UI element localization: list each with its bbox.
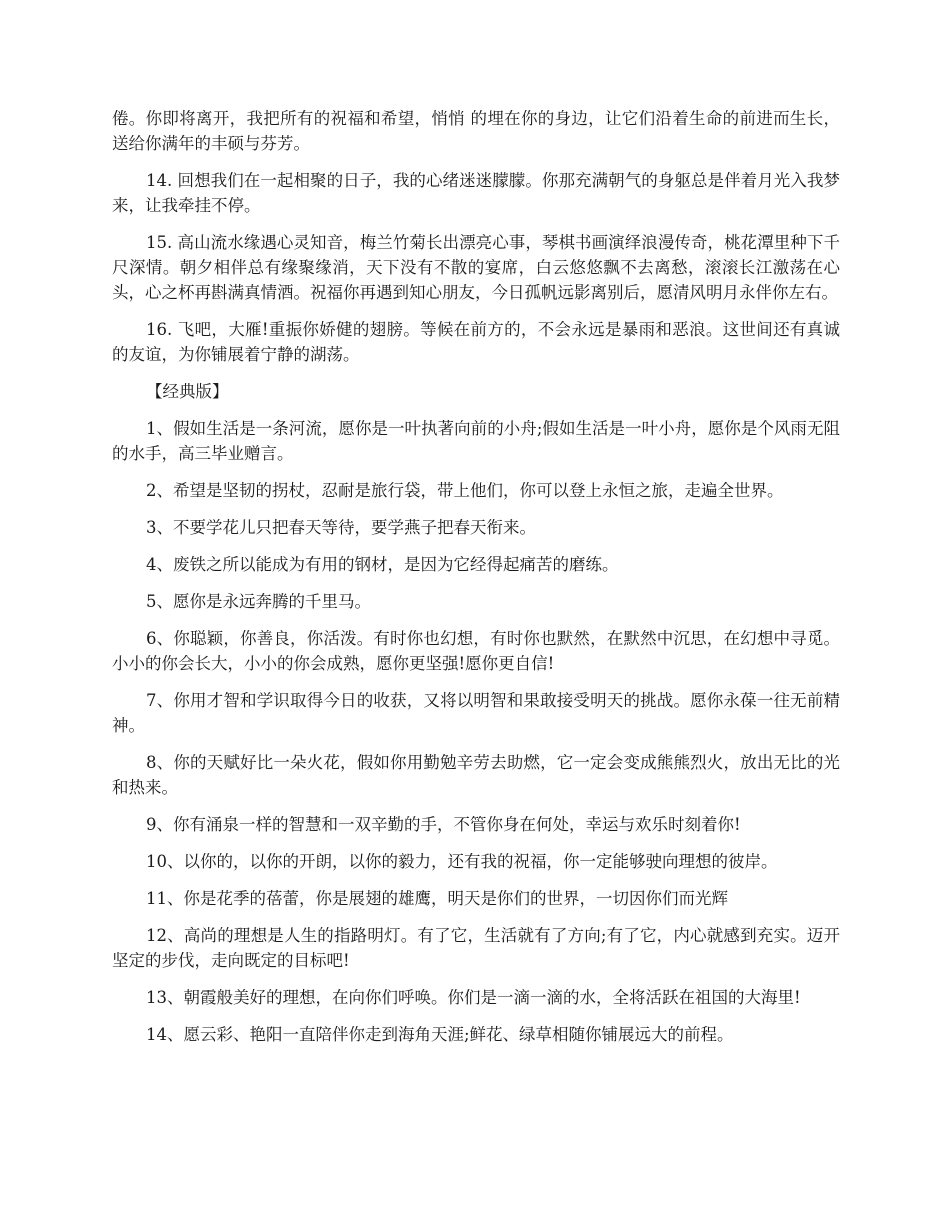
paragraph-continuation: 倦。你即将离开，我把所有的祝福和希望，悄悄 的埋在你的身边，让它们沿着生命的前进而生长，送给你满年的丰硕与芬芳。: [112, 109, 840, 153]
classic-item-8: 8、你的天赋好比一朵火花，假如你用勤勉辛劳去助燃，它一定会变成熊熊烈火，放出无比的光和热来。: [112, 753, 840, 797]
paragraph-15: 15. 高山流水缘遇心灵知音，梅兰竹菊长出漂亮心事，琴棋书画演绎浪漫传奇，桃花潭里种下千尺深情。朝夕相伴总有缘聚缘消，天下没有不散的宴席，白云悠悠飘不去离愁，滚滚长江激荡在心头，心之杯再斟满真情酒。祝福你再遇到知心朋友，今日孤帆远影离别后，愿清风明月永伴你左右。: [112, 233, 840, 302]
section-heading-classic: 【经典版】: [146, 382, 229, 401]
classic-item-7: 7、你用才智和学识取得今日的收获，又将以明智和果敢接受明天的挑战。愿你永葆一往无前精神。: [112, 691, 840, 735]
classic-item-13: 13、朝霞般美好的理想，在向你们呼唤。你们是一滴一滴的水，全将活跃在祖国的大海里!: [146, 988, 801, 1007]
classic-item-4: 4、废铁之所以能成为有用的钢材，是因为它经得起痛苦的磨练。: [146, 555, 619, 574]
paragraph-16: 16. 飞吧，大雁!重振你娇健的翅膀。等候在前方的，不会永远是暴雨和恶浪。这世间还有真诚的友谊，为你铺展着宁静的湖荡。: [112, 320, 840, 364]
classic-item-1: 1、假如生活是一条河流，愿你是一叶执著向前的小舟;假如生活是一叶小舟，愿你是个风雨无阻的水手，高三毕业赠言。: [112, 419, 840, 463]
classic-item-14: 14、愿云彩、艳阳一直陪伴你走到海角天涯;鲜花、绿草相随你铺展远大的前程。: [146, 1025, 734, 1044]
classic-item-6: 6、你聪颖，你善良，你活泼。有时你也幻想，有时你也默然，在默然中沉思，在幻想中寻觅。小小的你会长大，小小的你会成熟，愿你更坚强!愿你更自信!: [112, 629, 840, 673]
paragraph-14: 14. 回想我们在一起相聚的日子，我的心绪迷迷朦朦。你那充满朝气的身躯总是伴着月光入我梦来，让我牵挂不停。: [112, 171, 840, 215]
classic-item-12: 12、高尚的理想是人生的指路明灯。有了它，生活就有了方向;有了它，内心就感到充实。迈开坚定的步伐，走向既定的目标吧!: [112, 926, 840, 970]
classic-item-5: 5、愿你是永远奔腾的千里马。: [146, 592, 371, 611]
classic-item-11: 11、你是花季的蓓蕾，你是展翅的雄鹰，明天是你们的世界，一切因你们而光辉: [146, 889, 728, 908]
classic-item-3: 3、不要学花儿只把春天等待，要学燕子把春天衔来。: [146, 518, 536, 537]
classic-item-2: 2、希望是坚韧的拐杖，忍耐是旅行袋，带上他们，你可以登上永恒之旅，走遍全世界。: [146, 481, 784, 500]
classic-item-9: 9、你有涌泉一样的智慧和一双辛勤的手，不管你身在何处，幸运与欢乐时刻着你!: [146, 815, 741, 834]
classic-item-10: 10、以你的，以你的开朗，以你的毅力，还有我的祝福，你一定能够驶向理想的彼岸。: [146, 852, 778, 871]
document-page: [112, 106, 840, 1059]
